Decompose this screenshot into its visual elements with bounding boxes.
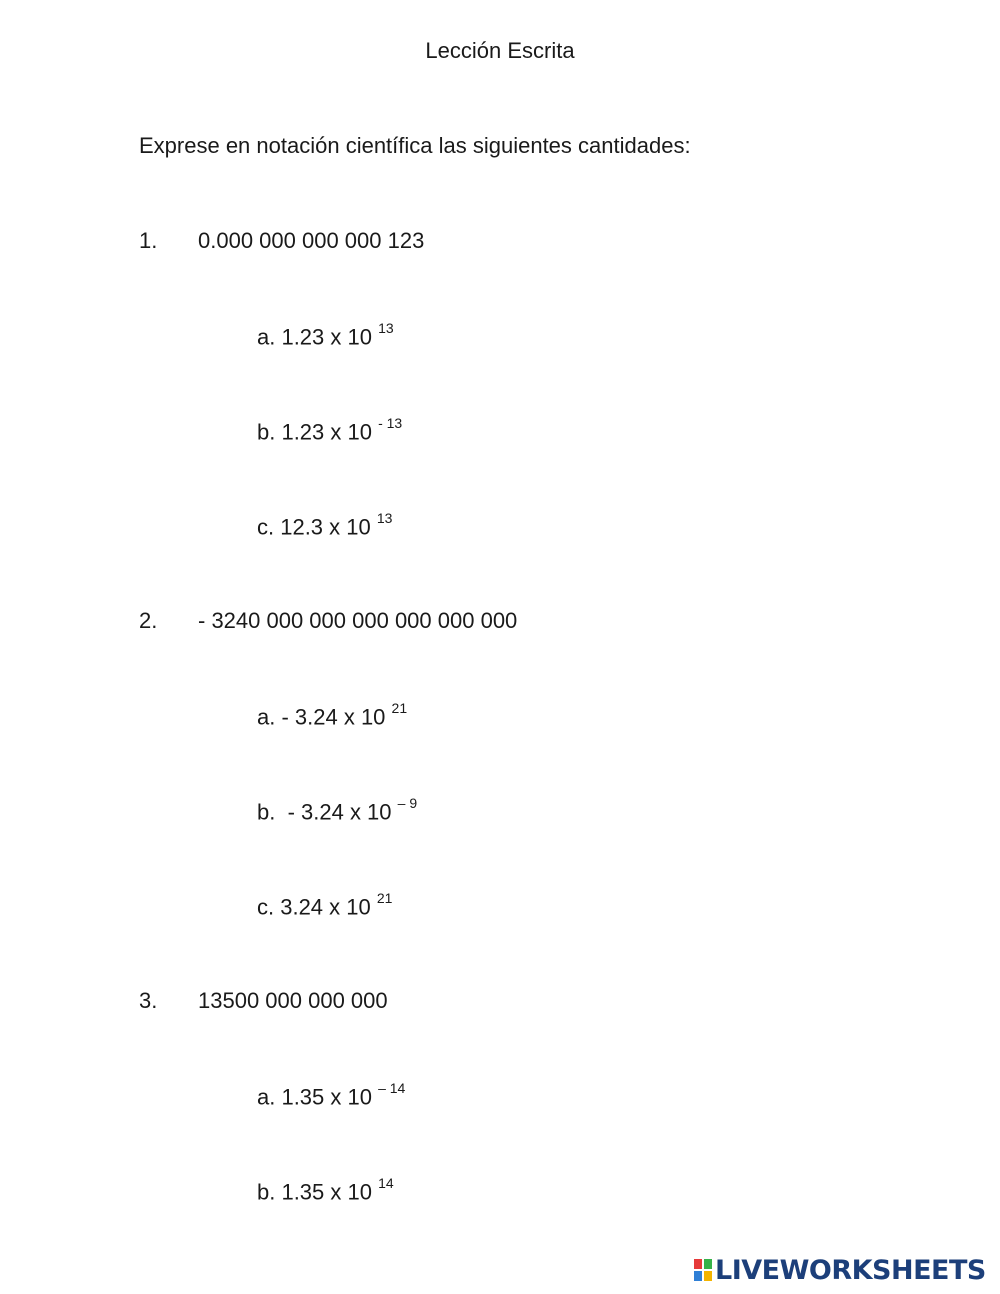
question-3-option-b[interactable] [257,1175,394,1205]
option-label: a. - 3.24 x 10 [257,704,392,730]
option-label: a. 1.35 x 10 [257,1084,379,1110]
question-3-text: 13500 000 000 000 [198,988,388,1013]
option-exponent: 21 [376,890,393,906]
page-title: Lección Escrita [425,38,575,63]
option-exponent: 21 [391,700,408,716]
option-exponent: 13 [376,510,393,526]
option-exponent: – 9 [397,795,418,811]
option-exponent: 13 [378,320,394,336]
option-label: c. 3.24 x 10 [257,894,377,920]
question-2-text: - 3240 000 000 000 000 000 000 [198,608,518,633]
question-2-option-a[interactable] [257,700,408,730]
option-label: b. 1.35 x 10 [257,1179,379,1205]
option-label: b. 1.23 x 10 [257,419,379,445]
question-3-number: 3. [139,988,158,1013]
question-1-number: 1. [139,228,158,253]
question-3-option-a[interactable] [257,1080,406,1110]
option-label: c. 12.3 x 10 [257,514,377,540]
question-2-option-b[interactable] [257,795,418,825]
question-1-option-b[interactable] [257,415,403,445]
question-1-option-c[interactable] [257,510,393,540]
option-exponent: – 14 [378,1080,406,1096]
option-label: a. 1.23 x 10 [257,324,379,350]
question-1-option-a[interactable] [257,320,394,350]
question-2-option-c[interactable] [257,890,393,920]
question-2-number: 2. [139,608,158,633]
logo-text: LIVEWORKSHEETS [715,1254,986,1286]
option-exponent: 14 [378,1175,394,1191]
option-label: b. - 3.24 x 10 [257,799,398,825]
question-1-text: 0.000 000 000 000 123 [198,228,425,253]
instruction-text: Exprese en notación científica las siguientes cantidades: [139,133,691,158]
option-exponent: - 13 [378,415,403,431]
liveworksheets-logo[interactable] [693,1254,986,1286]
liveworksheets-mark-icon [693,1258,713,1282]
